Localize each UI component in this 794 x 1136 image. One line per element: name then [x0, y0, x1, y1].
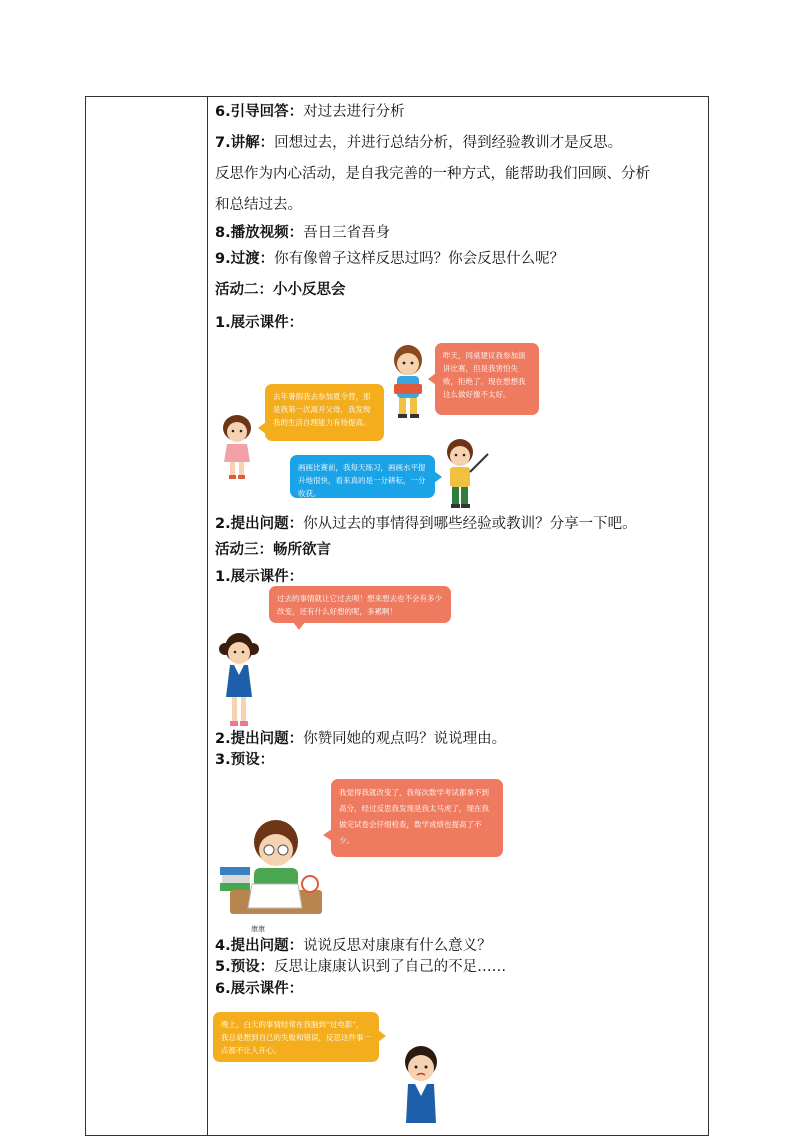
line-question-lessons: 2.提出问题：你从过去的事情得到哪些经验或教训？分享一下吧。	[215, 516, 637, 532]
speech-bubble-past-is-past: 过去的事情就让它过去呗！想来想去也不会有多少改变，还有什么好想的呢，多累啊！	[269, 586, 451, 623]
line-preset-2: 5.预设：反思让康康认识到了自己的不足……	[215, 959, 507, 975]
line-question-meaning: 4.提出问题：说说反思对康康有什么意义？	[215, 938, 492, 954]
line-preset-1: 3.预设：	[215, 752, 275, 768]
heading-activity-3: 活动三：畅所欲言	[215, 542, 331, 558]
line-9: 9.过渡：你有像曾子这样反思过吗？你会反思什么呢？	[215, 251, 565, 267]
speech-bubble-speech-contest: 昨天，同桌建议我参加演讲比赛，但是我害怕失败，拒绝了。现在想想我这么做好像不太好。	[435, 343, 539, 415]
line-7-cont: 反思作为内心活动，是自我完善的一种方式，能帮助我们回顾、分析	[215, 166, 650, 182]
line-question-agree: 2.提出问题：你赞同她的观点吗？说说理由。	[215, 731, 507, 747]
kangkang-caption: 康康	[251, 925, 265, 933]
speech-bubble-evening-reflection: 晚上，白天的事情经常在我脑到“过电影”，我总是想到自己的失败和错误，反思这件事一点都不让人开心。	[213, 1012, 379, 1062]
boy-uniform-illustration	[398, 1044, 444, 1123]
speech-bubble-drawing-contest: 画画比赛前，我每天练习，画画水平提升地很快，看来真的是一分耕耘，一分收获。	[290, 455, 435, 498]
girl-illustration	[217, 414, 257, 480]
line-7-cont2: 和总结过去。	[215, 197, 302, 213]
line-show-slides-3: 6.展示课件：	[215, 981, 304, 997]
kangkang-studying-illustration	[218, 812, 324, 922]
boy-reading-illustration	[388, 342, 430, 420]
line-7: 7.讲解：回想过去，并进行总结分析，得到经验教训才是反思。	[215, 135, 623, 151]
line-show-slides-1: 1.展示课件：	[215, 315, 304, 331]
column-divider	[207, 96, 208, 1136]
girl-uniform-illustration	[218, 631, 260, 729]
line-8: 8.播放视频：吾日三省吾身	[215, 225, 391, 241]
heading-activity-2: 活动二：小小反思会	[215, 282, 346, 298]
line-show-slides-2: 1.展示课件：	[215, 569, 304, 585]
speech-bubble-summer-camp: 去年暑假我去参加夏令营，那是我第一次离开父母，我发现我的生活自理能力有待提高。	[265, 384, 384, 441]
line-6: 6.引导回答：对过去进行分析	[215, 104, 405, 120]
boy-painting-illustration	[440, 436, 492, 512]
speech-bubble-kangkang-math: 我觉得我就改变了，我每次数学考试都拿不到高分，经过反思我发现是我太马虎了，现在我做完试卷会仔细检查，数学成绩也提高了不少。	[331, 779, 503, 857]
